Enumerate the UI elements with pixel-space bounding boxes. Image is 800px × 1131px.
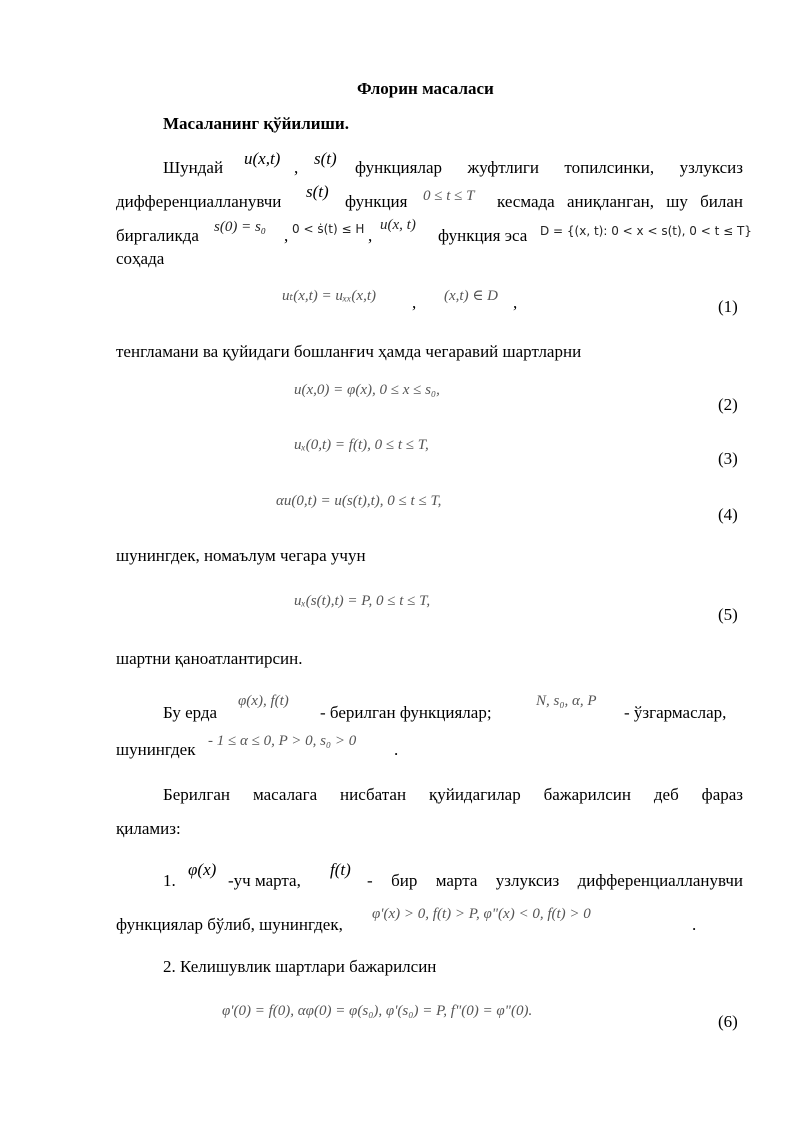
formula-inequalities: - 1 ≤ α ≤ 0, P > 0, s₀ > 0 bbox=[208, 733, 357, 749]
text-comma: , bbox=[368, 226, 373, 245]
formula-s: s(t) bbox=[306, 182, 329, 201]
text-word: соҳада bbox=[116, 249, 165, 268]
text-line: қиламиз: bbox=[116, 819, 181, 838]
text-line: шунингдек, номаълум чегара учун bbox=[116, 546, 366, 565]
text-comma: , bbox=[513, 293, 518, 312]
formula-u2: u(x, t) bbox=[380, 217, 416, 233]
text-word: функция bbox=[345, 192, 408, 211]
formula-sdot: 0 < ṡ(t) ≤ H bbox=[292, 222, 365, 236]
text-line: шартни қаноатлантирсин. bbox=[116, 649, 303, 668]
text-word: Шундай bbox=[163, 158, 224, 177]
text-line: функциялар жуфтлиги топилсинки, узлуксиз bbox=[355, 158, 743, 177]
text-line: тенгламани ва қуйидаги бошланғич ҳамда чегаравий шартларни bbox=[116, 342, 582, 361]
formula-phi: φ(x) bbox=[188, 860, 217, 879]
equation-4: αu(0,t) = u(s(t),t), 0 ≤ t ≤ T, bbox=[276, 493, 442, 509]
equation-number: (4) bbox=[718, 505, 738, 524]
text-comma: , bbox=[294, 158, 299, 177]
formula-u: u(x,t) bbox=[244, 149, 281, 168]
text-dot: . bbox=[394, 740, 399, 759]
equation-number: (3) bbox=[718, 449, 738, 468]
formula-conditions: φ'(x) > 0, f(t) > P, φ"(x) < 0, f(t) > 0 bbox=[372, 906, 591, 922]
text-word: дифференциалланувчи bbox=[116, 192, 282, 211]
text-word: Бу ерда bbox=[163, 703, 218, 722]
formula-s: s(t) bbox=[314, 149, 337, 168]
equation-3: uₓ(0,t) = f(t), 0 ≤ t ≤ T, bbox=[294, 437, 429, 453]
text-line: 2. Келишувлик шартлари бажарилсин bbox=[163, 957, 437, 976]
equation-5: uₓ(s(t),t) = P, 0 ≤ t ≤ T, bbox=[294, 593, 431, 609]
list-number: 1. bbox=[163, 871, 176, 890]
equation-6: φ'(0) = f(0), αφ(0) = φ(s₀), φ'(s₀) = P, f"(0) = φ"(0). bbox=[222, 1003, 533, 1019]
formula-s0: s(0) = s₀ bbox=[214, 219, 267, 235]
equation-number: (5) bbox=[718, 605, 738, 624]
text-word: биргаликда bbox=[116, 226, 199, 245]
formula-constants: N, s₀, α, P bbox=[536, 693, 597, 709]
text-line: функциялар бўлиб, шунингдек, bbox=[116, 915, 343, 934]
text-word: -уч марта, bbox=[228, 871, 301, 890]
formula-functions: φ(x), f(t) bbox=[238, 693, 289, 709]
formula-interval: 0 ≤ t ≤ T bbox=[423, 188, 475, 204]
equation-1: uₜ(x,t) = uₓₓ(x,t) bbox=[282, 288, 376, 304]
formula-f: f(t) bbox=[330, 860, 351, 879]
equation-number: (2) bbox=[718, 395, 738, 414]
text-line: кесмада аниқланган, шу билан bbox=[497, 192, 743, 211]
text-word: - берилган функциялар; bbox=[320, 703, 492, 722]
text-word: - ўзгармаслар, bbox=[624, 703, 727, 722]
formula-domain: D = {(x, t): 0 < x < s(t), 0 < t ≤ T} bbox=[540, 224, 752, 238]
page-title: Флорин масаласи bbox=[357, 79, 494, 98]
section-heading: Масаланинг қўйилиши. bbox=[163, 114, 349, 133]
text-comma: , bbox=[284, 226, 289, 245]
text-word: функция эса bbox=[438, 226, 528, 245]
equation-number: (6) bbox=[718, 1012, 738, 1031]
text-comma: , bbox=[412, 293, 417, 312]
equation-number: (1) bbox=[718, 297, 738, 316]
equation-2: u(x,0) = φ(x), 0 ≤ x ≤ s₀, bbox=[294, 382, 440, 398]
text-dot: . bbox=[692, 915, 697, 934]
equation-1-domain: (x,t) ∈ D bbox=[444, 288, 499, 304]
text-line: Берилган масалага нисбатан қуйидагилар бажарилсин деб фараз bbox=[163, 785, 743, 804]
text-line: - бир марта узлуксиз дифференциалланувчи bbox=[367, 871, 743, 890]
text-word: шунингдек bbox=[116, 740, 196, 759]
